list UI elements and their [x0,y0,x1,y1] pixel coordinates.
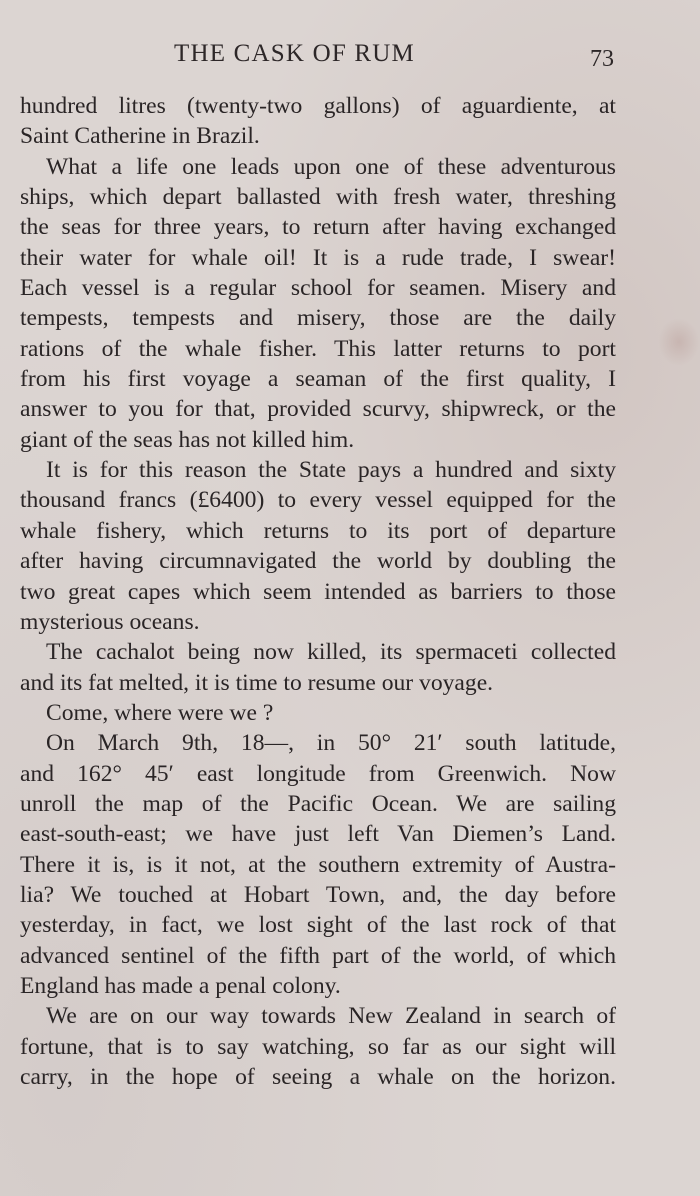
text-line: from his first voyage a seaman of the first quality, I [20,366,616,393]
page-header [0,40,700,80]
paragraph-4 [20,637,616,698]
text-line: hundred litres (twenty-two gallons) of aguardiente, at [20,93,616,119]
paper-stain [658,318,700,366]
text-line: Each vessel is a regular school for seamen. Misery and [20,275,616,302]
text-line: tempests, tempests and misery, those are the daily [20,305,616,332]
text-line: mysterious oceans. [20,608,200,635]
text-line: and 162° 45′ east longitude from Greenwich. Now [20,760,616,787]
text-line: east-south-east; we have just left Van Diemen’s Land. [20,821,616,848]
paragraph-2 [20,152,616,455]
text-line: two great capes which seem intended as barriers to those [20,578,616,605]
text-line: yesterday, in fact, we lost sight of the last rock of that [20,912,616,939]
text-line: The cachalot being now killed, its spermaceti collected [46,639,616,666]
text-line: and its fat melted, it is time to resume our voyage. [20,669,494,696]
text-line: On March 9th, 18—, in 50° 21′ south latitude, [46,730,616,757]
text-line: England has made a penal colony. [20,972,341,999]
paragraph-3 [20,455,616,637]
text-line: their water for whale oil! It is a rude trade, I swear! [20,244,616,271]
text-line: giant of the seas has not killed him. [20,426,355,453]
paragraph-5 [20,698,616,728]
text-line: What a life one leads upon one of these adventurous [46,153,616,180]
paragraph-6 [20,728,616,1001]
text-line: ships, which depart ballasted with fresh water, threshing [20,184,616,211]
text-line: carry, in the hope of seeing a whale on the horizon. [20,1064,616,1090]
text-line: thousand francs (£6400) to every vessel equipped for the [20,487,616,514]
text-line: unroll the map of the Pacific Ocean. We are sailing [20,790,616,817]
text-line: It is for this reason the State pays a hundred and sixty [46,457,616,484]
paragraph-1 [20,91,616,152]
text-line: fortune, that is to say watching, so far as our sight will [20,1033,616,1060]
running-title: THE CASK OF RUM [174,40,415,67]
text-line: There it is, is it not, at the southern extremity of Austra- [20,851,616,878]
page-number: 73 [590,46,614,72]
text-line: advanced sentinel of the fifth part of the world, of which [20,942,616,969]
text-line: Come, where were we ? [46,699,274,726]
text-line: Saint Catherine in Brazil. [20,123,260,150]
text-line: whale fishery, which returns to its port of departure [20,517,616,544]
body-text [20,91,616,1092]
paragraph-7 [20,1001,616,1092]
text-line: We are on our way towards New Zealand in search of [46,1003,616,1030]
text-line: answer to you for that, provided scurvy, shipwreck, or the [20,396,616,423]
text-line: the seas for three years, to return after having exchanged [20,214,616,241]
text-line: lia? We touched at Hobart Town, and, the day before [20,881,616,908]
text-line: after having circumnavigated the world by doubling the [20,548,616,575]
text-line: rations of the whale fisher. This latter returns to port [20,335,616,362]
